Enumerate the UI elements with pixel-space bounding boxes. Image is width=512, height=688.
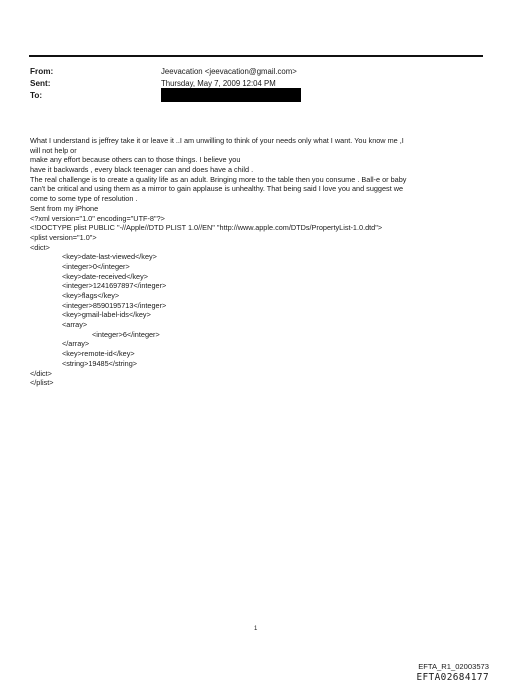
body-line: <integer>8590195713</integer> (62, 300, 167, 310)
body-line: make any effort because others can to those things. I believe you (30, 155, 241, 165)
body-line: What I understand is jeffrey take it or leave it ..I am unwilling to think of your needs only what I want. You know me ,I (30, 136, 404, 145)
bates-stamp-top: EFTA_R1_02003573 (418, 662, 489, 671)
email-body (30, 136, 490, 388)
top-rule (29, 55, 483, 57)
body-line: <integer>1241697897</integer> (62, 281, 167, 291)
body-line: come to some type of resolution . (30, 194, 138, 204)
body-line: </dict> (30, 368, 52, 378)
body-line: <key>date-received</key> (62, 271, 148, 281)
body-line: </plist> (30, 378, 54, 388)
body-line: <key>remote-id</key> (62, 349, 135, 359)
to-label: To: (30, 91, 43, 100)
body-line: have it backwards , every black teenager can and does have a child . (30, 165, 254, 175)
body-line: <array> (62, 320, 88, 330)
body-line: The real challenge is to create a quality life as an adult. Bringing more to the table then you consume . Ball-e or baby (30, 174, 407, 184)
body-line: <?xml version="1.0" encoding="UTF-8"?> (30, 213, 165, 223)
sent-value: Thursday, May 7, 2009 12:04 PM (161, 79, 276, 88)
body-line: </array> (62, 339, 90, 349)
body-line: can't be critical and using them as a mirror to gain applause is unhealthy. That being said I love you and suggest we (30, 184, 404, 194)
sent-label: Sent: (30, 79, 51, 88)
from-label: From: (30, 67, 54, 76)
redaction-box (161, 88, 301, 102)
body-line: <key>date-last-viewed</key> (62, 252, 157, 262)
body-line: <plist version="1.0"> (30, 232, 97, 242)
from-value: Jeevacation <jeevacation@gmail.com> (161, 67, 297, 76)
body-line: <integer>6</integer> (92, 329, 160, 339)
body-line: <key>gmail-label-ids</key> (62, 310, 151, 320)
page-number: 1 (254, 626, 258, 632)
body-line: <!DOCTYPE plist PUBLIC "-//Apple//DTD PLIST 1.0//EN" "http://www.apple.com/DTDs/PropertyList-1.0.dtd"> (30, 223, 383, 233)
body-line: will not help or (30, 145, 77, 155)
body-line: <dict> (30, 242, 50, 252)
body-line: <integer>0</integer> (62, 261, 130, 271)
bates-stamp-bottom: EFTA02684177 (416, 672, 489, 683)
body-line: Sent from my iPhone (30, 203, 99, 213)
body-line: <key>flags</key> (62, 291, 120, 300)
body-line: <string>19485</string> (62, 358, 138, 368)
